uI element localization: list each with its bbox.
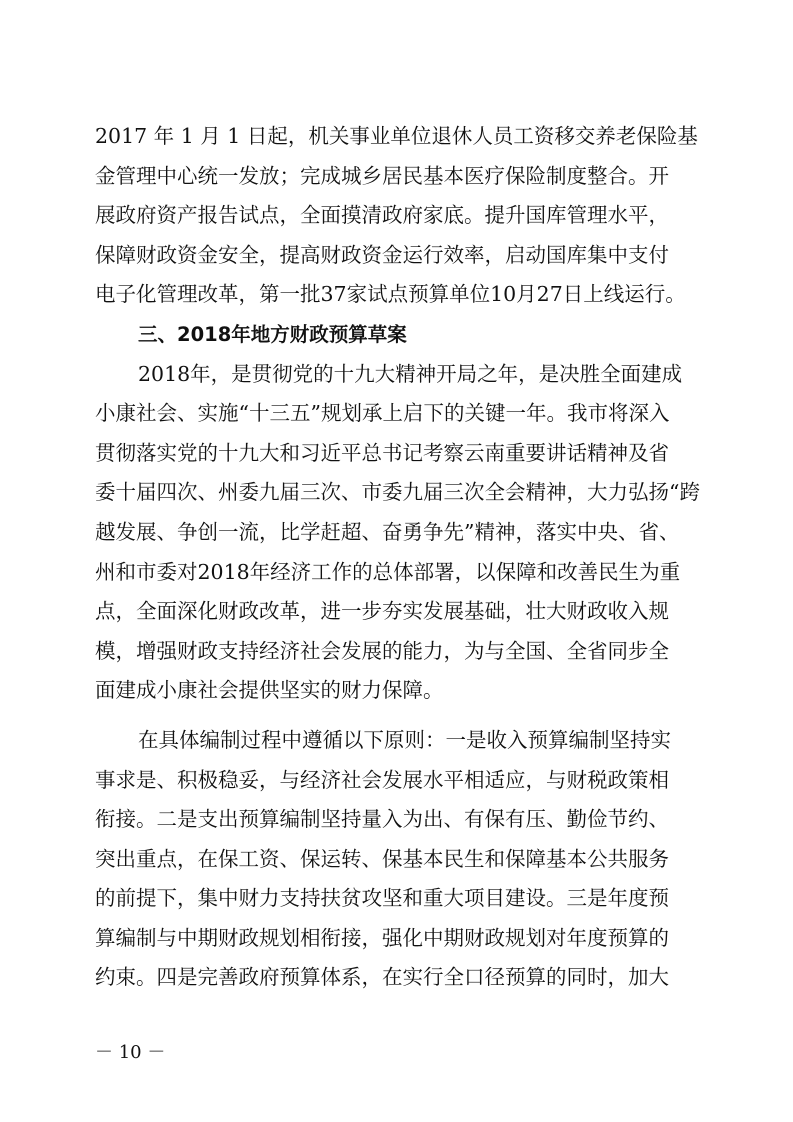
text-line: 面建成小康社会提供坚实的财力保障。 xyxy=(95,678,444,703)
text-line: 保障财政资金安全，提高财政资金运行效率，启动国库集中支付 xyxy=(95,242,669,267)
text-line: 算编制与中期财政规划相衔接，强化中期财政规划对年度预算的 xyxy=(95,925,669,950)
text-line: 电子化管理改革，第一批37家试点预算单位10月27日上线运行。 xyxy=(95,282,686,307)
text-line: 展政府资产报告试点，全面摸清政府家底。提升国库管理水平， xyxy=(95,203,669,228)
section-heading: 三、2018年地方财政预算草案 xyxy=(138,322,407,346)
text-line: 在具体编制过程中遵循以下原则：一是收入预算编制坚持实 xyxy=(138,727,671,752)
text-line: 2018年，是贯彻党的十九大精神开局之年，是决胜全面建成 xyxy=(138,361,683,386)
text-line: 小康社会、实施“十三五”规划承上启下的关键一年。我市将深入 xyxy=(95,401,670,426)
text-line: 事求是、积极稳妥，与经济社会发展水平相适应，与财税政策相 xyxy=(95,767,669,792)
text-line: 2017 年 1 月 1 日起，机关事业单位退休人员工资移交养老保险基 xyxy=(95,124,698,148)
paragraph-reform-progress xyxy=(95,117,705,315)
text-line: 模，增强财政支持经济社会发展的能力，为与全国、全省同步全 xyxy=(95,638,669,663)
text-line: 金管理中心统一发放；完成城乡居民基本医疗保险制度整合。开 xyxy=(95,163,669,188)
text-line: 委十届四次、州委九届三次、市委九届三次全会精神，大力弘扬“跨 xyxy=(95,480,700,505)
text-line: 越发展、争创一流，比学赶超、奋勇争先”精神，落实中央、省、 xyxy=(95,519,680,544)
text-line: 贯彻落实党的十九大和习近平总书记考察云南重要讲话精神及省 xyxy=(95,440,669,465)
text-line: 州和市委对2018年经济工作的总体部署，以保障和改善民生为重 xyxy=(95,559,681,584)
document-body xyxy=(95,117,705,998)
text-line: 的前提下，集中财力支持扶贫攻坚和重大项目建设。三是年度预 xyxy=(95,886,669,911)
text-line: 点，全面深化财政改革，进一步夯实发展基础，壮大财政收入规 xyxy=(95,599,669,624)
paragraph-2018-overview xyxy=(95,355,705,711)
page-number: － 10 － xyxy=(95,1042,166,1063)
paragraph-budget-principles xyxy=(95,721,705,998)
text-line: 约束。四是完善政府预算体系，在实行全口径预算的同时，加大 xyxy=(95,965,669,990)
text-line: 突出重点，在保工资、保运转、保基本民生和保障基本公共服务 xyxy=(95,846,669,871)
text-line: 衔接。二是支出预算编制坚持量入为出、有保有压、勤俭节约、 xyxy=(95,807,669,832)
paragraph-spacer xyxy=(95,711,705,721)
